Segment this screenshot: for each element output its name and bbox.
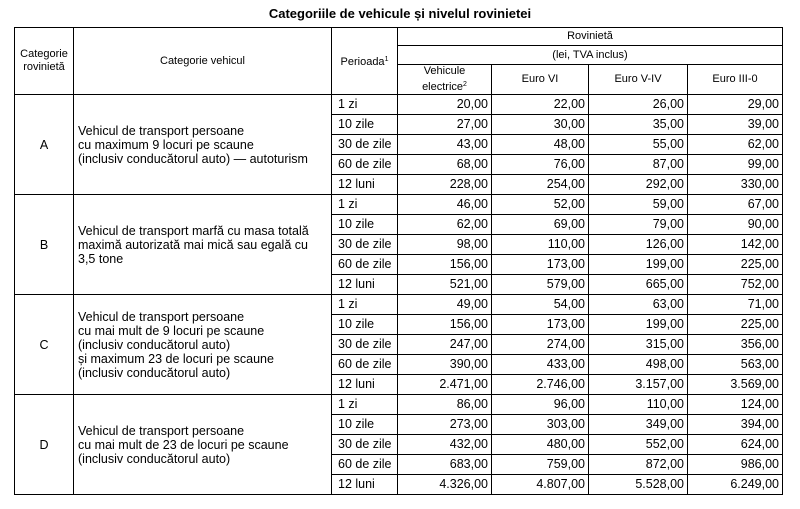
price-electric-cell: 2.471,00 xyxy=(398,375,492,395)
price-euro-vi-cell: 274,00 xyxy=(492,335,589,355)
price-electric-cell: 390,00 xyxy=(398,355,492,375)
price-electric-cell: 62,00 xyxy=(398,215,492,235)
header-rovinieta: Rovinietă xyxy=(398,28,783,46)
header-perioada xyxy=(332,28,398,95)
period-cell: 60 de zile xyxy=(332,255,398,275)
period-cell: 10 zile xyxy=(332,315,398,335)
period-cell: 1 zi xyxy=(332,295,398,315)
price-euro-iii-0-cell: 563,00 xyxy=(688,355,783,375)
price-euro-iii-0-cell: 356,00 xyxy=(688,335,783,355)
price-electric-cell: 86,00 xyxy=(398,395,492,415)
header-perioada-label: Perioada xyxy=(340,56,385,68)
period-cell: 10 zile xyxy=(332,115,398,135)
header-categorie-vehicul: Categorie vehicul xyxy=(74,28,332,95)
header-tva: (lei, TVA inclus) xyxy=(398,46,783,65)
price-euro-v-iv-cell: 59,00 xyxy=(589,195,688,215)
price-euro-v-iv-cell: 79,00 xyxy=(589,215,688,235)
price-electric-cell: 98,00 xyxy=(398,235,492,255)
rovinieta-table xyxy=(14,27,783,495)
category-code: B xyxy=(15,195,74,295)
price-euro-v-iv-cell: 665,00 xyxy=(589,275,688,295)
price-euro-iii-0-cell: 99,00 xyxy=(688,155,783,175)
price-euro-vi-cell: 254,00 xyxy=(492,175,589,195)
period-cell: 1 zi xyxy=(332,395,398,415)
price-euro-vi-cell: 4.807,00 xyxy=(492,475,589,495)
price-euro-v-iv-cell: 110,00 xyxy=(589,395,688,415)
price-euro-vi-cell: 433,00 xyxy=(492,355,589,375)
period-cell: 12 luni xyxy=(332,375,398,395)
price-euro-v-iv-cell: 5.528,00 xyxy=(589,475,688,495)
price-euro-vi-cell: 480,00 xyxy=(492,435,589,455)
price-euro-iii-0-cell: 90,00 xyxy=(688,215,783,235)
price-euro-vi-cell: 759,00 xyxy=(492,455,589,475)
period-cell: 1 zi xyxy=(332,195,398,215)
price-electric-cell: 521,00 xyxy=(398,275,492,295)
price-euro-iii-0-cell: 225,00 xyxy=(688,255,783,275)
price-euro-iii-0-cell: 67,00 xyxy=(688,195,783,215)
price-euro-vi-cell: 579,00 xyxy=(492,275,589,295)
price-euro-v-iv-cell: 199,00 xyxy=(589,255,688,275)
price-electric-cell: 247,00 xyxy=(398,335,492,355)
price-euro-vi-cell: 303,00 xyxy=(492,415,589,435)
price-euro-iii-0-cell: 394,00 xyxy=(688,415,783,435)
price-euro-iii-0-cell: 62,00 xyxy=(688,135,783,155)
price-euro-vi-cell: 22,00 xyxy=(492,95,589,115)
vehicle-description: Vehicul de transport marfă cu masa totală maximă autorizată mai mică sau egală cu 3,5 tone xyxy=(74,195,332,295)
price-euro-iii-0-cell: 71,00 xyxy=(688,295,783,315)
page-title: Categoriile de vehicule și nivelul rovinietei xyxy=(268,6,532,21)
price-euro-v-iv-cell: 292,00 xyxy=(589,175,688,195)
price-euro-v-iv-cell: 35,00 xyxy=(589,115,688,135)
price-electric-cell: 228,00 xyxy=(398,175,492,195)
price-euro-vi-cell: 2.746,00 xyxy=(492,375,589,395)
table-row xyxy=(15,95,783,115)
price-euro-iii-0-cell: 330,00 xyxy=(688,175,783,195)
price-euro-iii-0-cell: 225,00 xyxy=(688,315,783,335)
table-row xyxy=(15,195,783,215)
price-electric-cell: 27,00 xyxy=(398,115,492,135)
price-electric-cell: 20,00 xyxy=(398,95,492,115)
price-euro-vi-cell: 96,00 xyxy=(492,395,589,415)
price-euro-vi-cell: 173,00 xyxy=(492,315,589,335)
header-electrice-footnote: 2 xyxy=(463,81,467,88)
table-row xyxy=(15,395,783,415)
price-electric-cell: 46,00 xyxy=(398,195,492,215)
period-cell: 30 de zile xyxy=(332,235,398,255)
price-electric-cell: 43,00 xyxy=(398,135,492,155)
price-euro-vi-cell: 110,00 xyxy=(492,235,589,255)
period-cell: 60 de zile xyxy=(332,455,398,475)
period-cell: 12 luni xyxy=(332,175,398,195)
price-euro-v-iv-cell: 349,00 xyxy=(589,415,688,435)
price-euro-iii-0-cell: 986,00 xyxy=(688,455,783,475)
header-vehicule-electrice-label: Vehicule electrice xyxy=(422,65,466,93)
period-cell: 30 de zile xyxy=(332,435,398,455)
price-euro-iii-0-cell: 39,00 xyxy=(688,115,783,135)
vehicle-description: Vehicul de transport persoane cu maximum 9 locuri pe scaune (inclusiv conducătorul auto) — autoturism xyxy=(74,95,332,195)
price-euro-v-iv-cell: 55,00 xyxy=(589,135,688,155)
header-vehicule-electrice xyxy=(398,65,492,95)
price-euro-iii-0-cell: 624,00 xyxy=(688,435,783,455)
header-euro-vi: Euro VI xyxy=(492,65,589,95)
price-euro-v-iv-cell: 872,00 xyxy=(589,455,688,475)
price-euro-v-iv-cell: 126,00 xyxy=(589,235,688,255)
price-euro-vi-cell: 30,00 xyxy=(492,115,589,135)
header-euro-iii-0: Euro III-0 xyxy=(688,65,783,95)
header-perioada-footnote: 1 xyxy=(384,56,389,63)
price-euro-v-iv-cell: 552,00 xyxy=(589,435,688,455)
period-cell: 10 zile xyxy=(332,415,398,435)
vehicle-description: Vehicul de transport persoane cu mai mult de 9 locuri pe scaune (inclusiv conducătorul auto) și maximum 23 de locuri pe scaune (inclusiv conducătorul auto) xyxy=(74,295,332,395)
price-electric-cell: 68,00 xyxy=(398,155,492,175)
price-euro-vi-cell: 69,00 xyxy=(492,215,589,235)
period-cell: 30 de zile xyxy=(332,135,398,155)
price-electric-cell: 683,00 xyxy=(398,455,492,475)
period-cell: 12 luni xyxy=(332,275,398,295)
price-euro-iii-0-cell: 3.569,00 xyxy=(688,375,783,395)
period-cell: 60 de zile xyxy=(332,155,398,175)
category-code: C xyxy=(15,295,74,395)
price-euro-vi-cell: 76,00 xyxy=(492,155,589,175)
price-euro-v-iv-cell: 199,00 xyxy=(589,315,688,335)
period-cell: 12 luni xyxy=(332,475,398,495)
price-euro-iii-0-cell: 752,00 xyxy=(688,275,783,295)
price-euro-vi-cell: 54,00 xyxy=(492,295,589,315)
price-euro-vi-cell: 48,00 xyxy=(492,135,589,155)
price-euro-v-iv-cell: 63,00 xyxy=(589,295,688,315)
price-electric-cell: 4.326,00 xyxy=(398,475,492,495)
price-euro-iii-0-cell: 142,00 xyxy=(688,235,783,255)
category-code: D xyxy=(15,395,74,495)
price-euro-vi-cell: 173,00 xyxy=(492,255,589,275)
price-electric-cell: 156,00 xyxy=(398,255,492,275)
period-cell: 10 zile xyxy=(332,215,398,235)
period-cell: 60 de zile xyxy=(332,355,398,375)
period-cell: 30 de zile xyxy=(332,335,398,355)
period-cell: 1 zi xyxy=(332,95,398,115)
price-euro-vi-cell: 52,00 xyxy=(492,195,589,215)
price-electric-cell: 273,00 xyxy=(398,415,492,435)
header-euro-v-iv: Euro V-IV xyxy=(589,65,688,95)
price-euro-v-iv-cell: 26,00 xyxy=(589,95,688,115)
table-row xyxy=(15,295,783,315)
vehicle-description: Vehicul de transport persoane cu mai mult de 23 de locuri pe scaune (inclusiv conducătorul auto) xyxy=(74,395,332,495)
price-euro-v-iv-cell: 315,00 xyxy=(589,335,688,355)
price-euro-iii-0-cell: 6.249,00 xyxy=(688,475,783,495)
price-electric-cell: 432,00 xyxy=(398,435,492,455)
category-code: A xyxy=(15,95,74,195)
header-categorie-rovinieta: Categorie rovinietă xyxy=(15,28,74,95)
price-electric-cell: 156,00 xyxy=(398,315,492,335)
price-euro-iii-0-cell: 29,00 xyxy=(688,95,783,115)
price-euro-v-iv-cell: 498,00 xyxy=(589,355,688,375)
price-euro-v-iv-cell: 3.157,00 xyxy=(589,375,688,395)
price-electric-cell: 49,00 xyxy=(398,295,492,315)
price-euro-v-iv-cell: 87,00 xyxy=(589,155,688,175)
price-euro-iii-0-cell: 124,00 xyxy=(688,395,783,415)
